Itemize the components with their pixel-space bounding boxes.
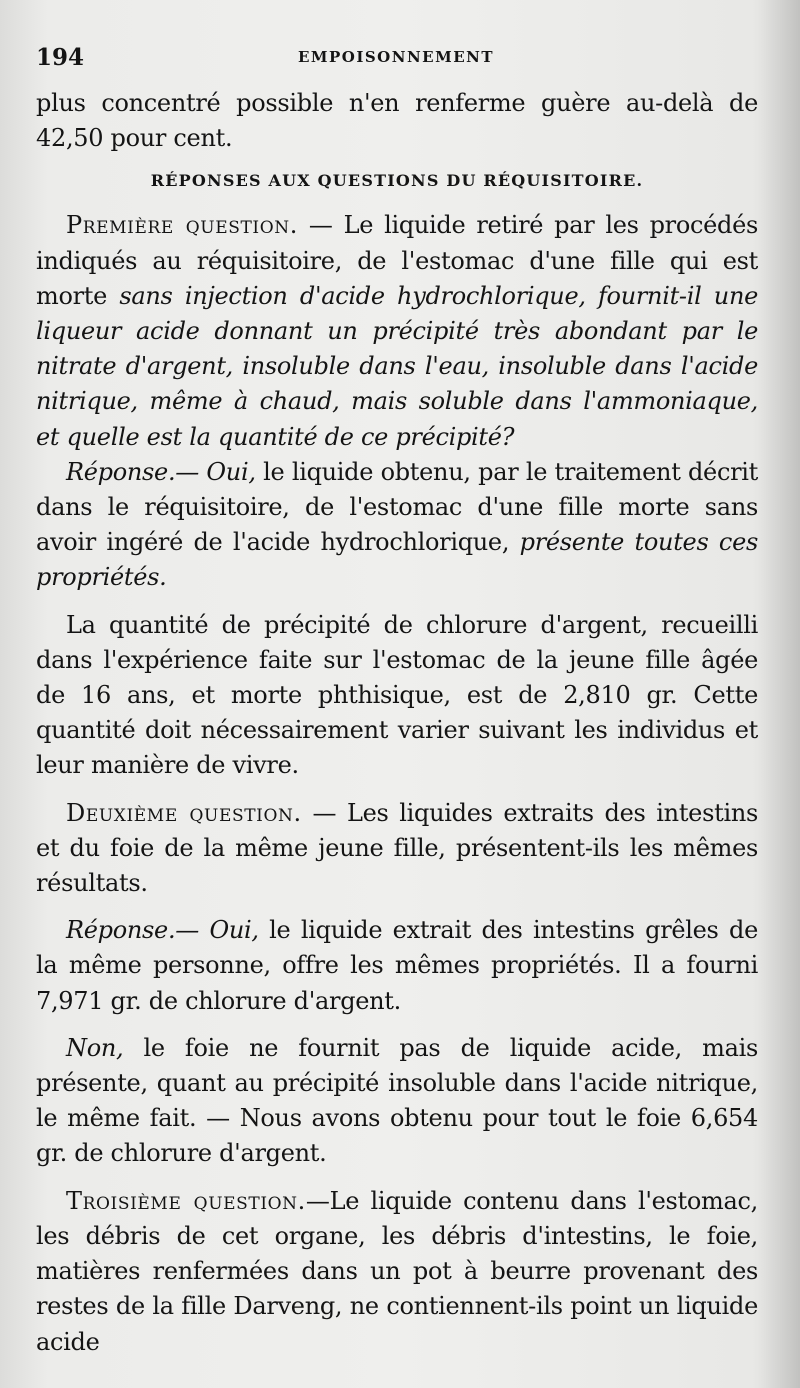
question-1-italic: sans injection d'acide hydrochlorique, fournit-il une liqueur acide donnant un précipité très abondant par le nitrate d'argent, insoluble dans l'eau, insoluble dans l'acide nitrique, même à chaud, mais soluble dans l'ammoniaque, et quelle est la quantité de ce précipité? — [36, 281, 758, 451]
question-3-text: —Le liquide contenu dans l'estomac, les débris de cet organe, les débris d'intestins, le foie, matières renfermées dans un pot à beurre provenant des restes de la fille Darveng, ne contiennent-ils point un liquide acide — [36, 1186, 758, 1356]
answer-2b-text: le foie ne fournit pas de liquide acide, mais présente, quant au précipité insoluble dans l'acide nitrique, le même fait. — Nous avons obtenu pour tout le foie 6,654 gr. de chlorure d'argent. — [36, 1033, 758, 1168]
body-text — [36, 86, 758, 1360]
question-2-text: — Les liquides extraits des intestins et du foie de la même jeune fille, présentent-ils les mêmes résultats. — [36, 798, 758, 898]
answer-1-italic: présente toutes ces propriétés. — [36, 528, 758, 592]
question-3-label: Troisième question. — [66, 1186, 306, 1215]
answer-2-text: le liquide extrait des intestins grêles de la même personne, offre les mêmes propriétés. Il a fourni 7,971 gr. de chlorure d'argent. — [36, 916, 759, 1015]
answer-1-label: Réponse.— Oui, — [66, 457, 256, 486]
answer-2b-label: Non, — [66, 1033, 124, 1062]
question-1-label: Première question. — [66, 211, 298, 240]
question-2-label: Deuxième question. — [66, 798, 302, 827]
answer-1 — [36, 455, 758, 596]
running-head: EMPOISONNEMENT — [297, 48, 495, 66]
question-2 — [36, 796, 758, 902]
answer-1-text: le liquide obtenu, par le traitement décrit dans le réquisitoire, de l'estomac d'une fille morte sans avoir ingéré de l'acide hydrochlorique, — [36, 457, 758, 557]
page-edge-shadow — [760, 0, 800, 1388]
paragraph-continuation: plus concentré possible n'en renferme guère au-delà de 42,50 pour cent. — [36, 89, 758, 153]
answer-2 — [36, 913, 758, 1019]
page-number: 194 — [36, 44, 85, 71]
answer-2b — [36, 1031, 758, 1172]
answer-2-label: Réponse.— Oui, — [66, 916, 259, 945]
question-3 — [36, 1184, 758, 1360]
question-1-dash: — — [297, 211, 344, 240]
question-1-text: Le liquide retiré par les procédés indiqués au réquisitoire, de l'estomac d'une fille qui est morte — [36, 211, 759, 310]
question-1 — [36, 208, 758, 454]
section-title: RÉPONSES AUX QUESTIONS DU RÉQUISITOIRE. — [150, 171, 644, 191]
paragraph-quantity: La quantité de précipité de chlorure d'argent, recueilli dans l'expérience faite sur l'estomac de la jeune fille âgée de 16 ans, et morte phthisique, est de 2,810 gr. Cette quantité doit nécessairement varier suivant les individus et leur manière de vivre. — [36, 610, 758, 780]
page-header — [36, 44, 756, 74]
